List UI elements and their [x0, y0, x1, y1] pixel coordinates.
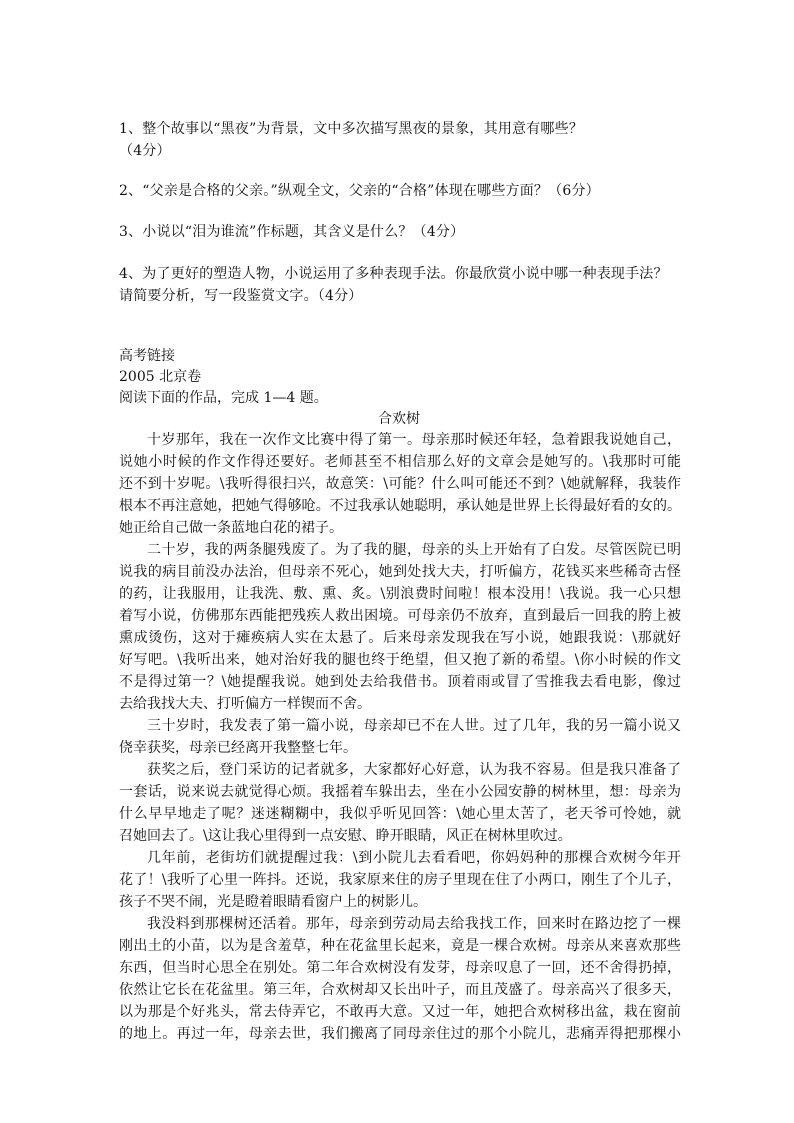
- article-line: 不是得过第一？\她提醒我说。她到处去给我借书。顶着雨或冒了雪推我去看电影，像过: [119, 674, 681, 690]
- article-line: 孩子不哭不闹，光是瞪着眼睛看窗户上的树影儿。: [119, 894, 427, 910]
- article-line: 三十岁时，我发表了第一篇小说，母亲却已不在人世。过了几年，我的另一篇小说又: [147, 718, 681, 734]
- article-line: 召她回去了。\这让我心里得到一点安慰、睁开眼睛，风正在树林里吹过。: [119, 828, 572, 844]
- article-line: 一套话，说来说去就觉得心烦。我摇着车躲出去，坐在小公园安静的树林里，想：母亲为: [119, 784, 681, 800]
- section-source: 2005 北京卷: [119, 369, 202, 385]
- article-line: 根本不再注意她，把她气得够呛。不过我承认她聪明，承认她是世界上长得最好看的女的。: [119, 498, 681, 514]
- article-line: 二十岁，我的两条腿残废了。为了我的腿，母亲的头上开始有了白发。尽管医院已明: [147, 542, 681, 558]
- section-instruction: 阅读下面的作品，完成 1—4 题。: [119, 390, 328, 406]
- article-line: 几年前，老街坊们就提醒过我：\到小院儿去看看吧，你妈妈种的那棵合欢树今年开: [147, 850, 681, 866]
- article-line: 的地上。再过一年，母亲去世，我们搬离了同母亲住过的那个小院儿，悲痛弄得把那棵小: [119, 1026, 681, 1042]
- article-line: 依然让它长在花盆里。第三年，合欢树却又长出叶子，而且茂盛了。母亲高兴了很多天，: [119, 982, 681, 998]
- article-line: 侥幸获奖，母亲已经离开我整整七年。: [119, 740, 357, 756]
- article-line: 还不到十岁呢。\我听得很扫兴，故意笑：\可能？什么叫可能还不到？\她就解释，我装作: [119, 476, 681, 492]
- article-line: 的药，让我服用，让我洗、敷、熏、炙。\别浪费时间啦！根本没用！\我说。我一心只想: [119, 586, 681, 602]
- question-3: [119, 221, 679, 243]
- question-2: [119, 180, 679, 202]
- question-2-line-1: 2、“父亲是合格的父亲。”纵观全文，父亲的“合格”体现在哪些方面？（6分）: [119, 183, 600, 199]
- question-1: [119, 118, 679, 162]
- article-line: 什么早早地走了呢？迷迷糊糊中，我似乎听见回答：\她心里太苦了，老天爷可怜她，就: [119, 806, 681, 822]
- question-4: [119, 263, 679, 307]
- article-title: 合欢树: [378, 411, 420, 427]
- article-line: 熏成烫伤，这对于瘫痪病人实在太悬了。后来母亲发现我在写小说，她跟我说：\那就好: [119, 630, 681, 646]
- article-body: [119, 429, 681, 1045]
- article-line: 刚出土的小苗，以为是含羞草，种在花盆里长起来，竟是一棵合欢树。母亲从来喜欢那些: [119, 938, 681, 954]
- question-4-line-2: 请简要分析，写一段鉴赏文字。（4分）: [119, 288, 363, 304]
- article-line: 我没料到那棵树还活着。那年，母亲到劳动局去给我找工作，回来时在路边挖了一棵: [147, 916, 681, 932]
- article-line: 好写吧。\我听出来，她对治好我的腿也终于绝望，但又抱了新的希望。\你小时候的作文: [119, 652, 681, 668]
- article-line: 东西，但当时心思全在别处。第二年合欢树没有发芽，母亲叹息了一回，还不舍得扔掉，: [119, 960, 681, 976]
- section-heading: 高考链接: [119, 348, 175, 364]
- article-line: 以为那是个好兆头，常去侍弄它，不敢再大意。又过一年，她把合欢树移出盆，栽在窗前: [119, 1004, 681, 1020]
- article-line: 着写小说，仿佛那东西能把残疾人救出困境。可母亲仍不放弃，直到最后一回我的胯上被: [119, 608, 681, 624]
- article-line: 去给我找大夫、打听偏方一样锲而不舍。: [119, 696, 371, 712]
- question-1-line-1: 1、整个故事以“黑夜”为背景，文中多次描写黑夜的景象，其用意有哪些？: [119, 121, 584, 137]
- question-1-line-2: （4分）: [119, 143, 171, 159]
- question-4-line-1: 4、为了更好的塑造人物，小说运用了多种表现手法。你最欣赏小说中哪一种表现手法？: [119, 266, 668, 282]
- article-line: 花了！\我听了心里一阵抖。还说，我家原来住的房子里现在住了小两口，刚生了个儿子，: [119, 872, 681, 888]
- question-3-line-1: 3、小说以“泪为谁流”作标题，其含义是什么？（4分）: [119, 224, 465, 240]
- article-line: 获奖之后，登门采访的记者就多，大家都好心好意，认为我不容易。但是我只准备了: [147, 762, 681, 778]
- article-line: 说她小时候的作文作得还要好。老师甚至不相信那么好的文章会是她写的。\我那时可能: [119, 454, 681, 470]
- article-line: 说我的病目前没办法治，但母亲不死心，她到处找大夫，打听偏方，花钱买来些稀奇古怪: [119, 564, 681, 580]
- article-line: 十岁那年，我在一次作文比赛中得了第一。母亲那时候还年轻，急着跟我说她自己，: [147, 432, 681, 448]
- article-line: 她正给自己做一条蓝地白花的裙子。: [119, 520, 343, 536]
